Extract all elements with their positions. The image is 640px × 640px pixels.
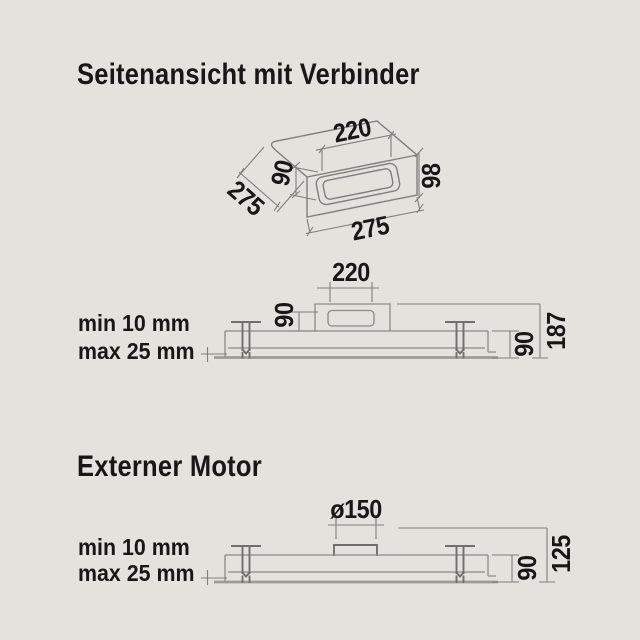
section-title-external-motor: Externer Motor (77, 450, 262, 483)
side-note-ceiling-min: min 10 mm (78, 310, 190, 336)
iso-dim-duct-width: 220 (330, 111, 374, 149)
side-dim-body-height: 90 (509, 331, 539, 357)
external-motor-drawing (201, 518, 555, 585)
iso-dim-opening-height: 90 (264, 157, 300, 189)
side-note-ceiling-max: max 25 mm (78, 338, 195, 364)
motor-dim-total-height: 125 (546, 535, 576, 573)
side-dim-duct-height: 90 (269, 302, 299, 328)
iso-dim-length: 275 (348, 209, 392, 247)
motor-note-ceiling-max: max 25 mm (78, 560, 195, 586)
motor-dim-duct-diameter: ø150 (330, 494, 382, 524)
iso-dim-depth: 275 (221, 174, 271, 222)
motor-dim-body-height: 90 (512, 555, 542, 581)
side-view-drawing (201, 282, 548, 362)
iso-dim-height: 98 (416, 163, 446, 189)
side-dim-duct-width: 220 (332, 257, 370, 287)
section-title-side-view: Seitenansicht mit Verbinder (77, 58, 420, 91)
motor-note-ceiling-min: min 10 mm (78, 534, 190, 560)
side-dim-total-height: 187 (541, 312, 571, 350)
